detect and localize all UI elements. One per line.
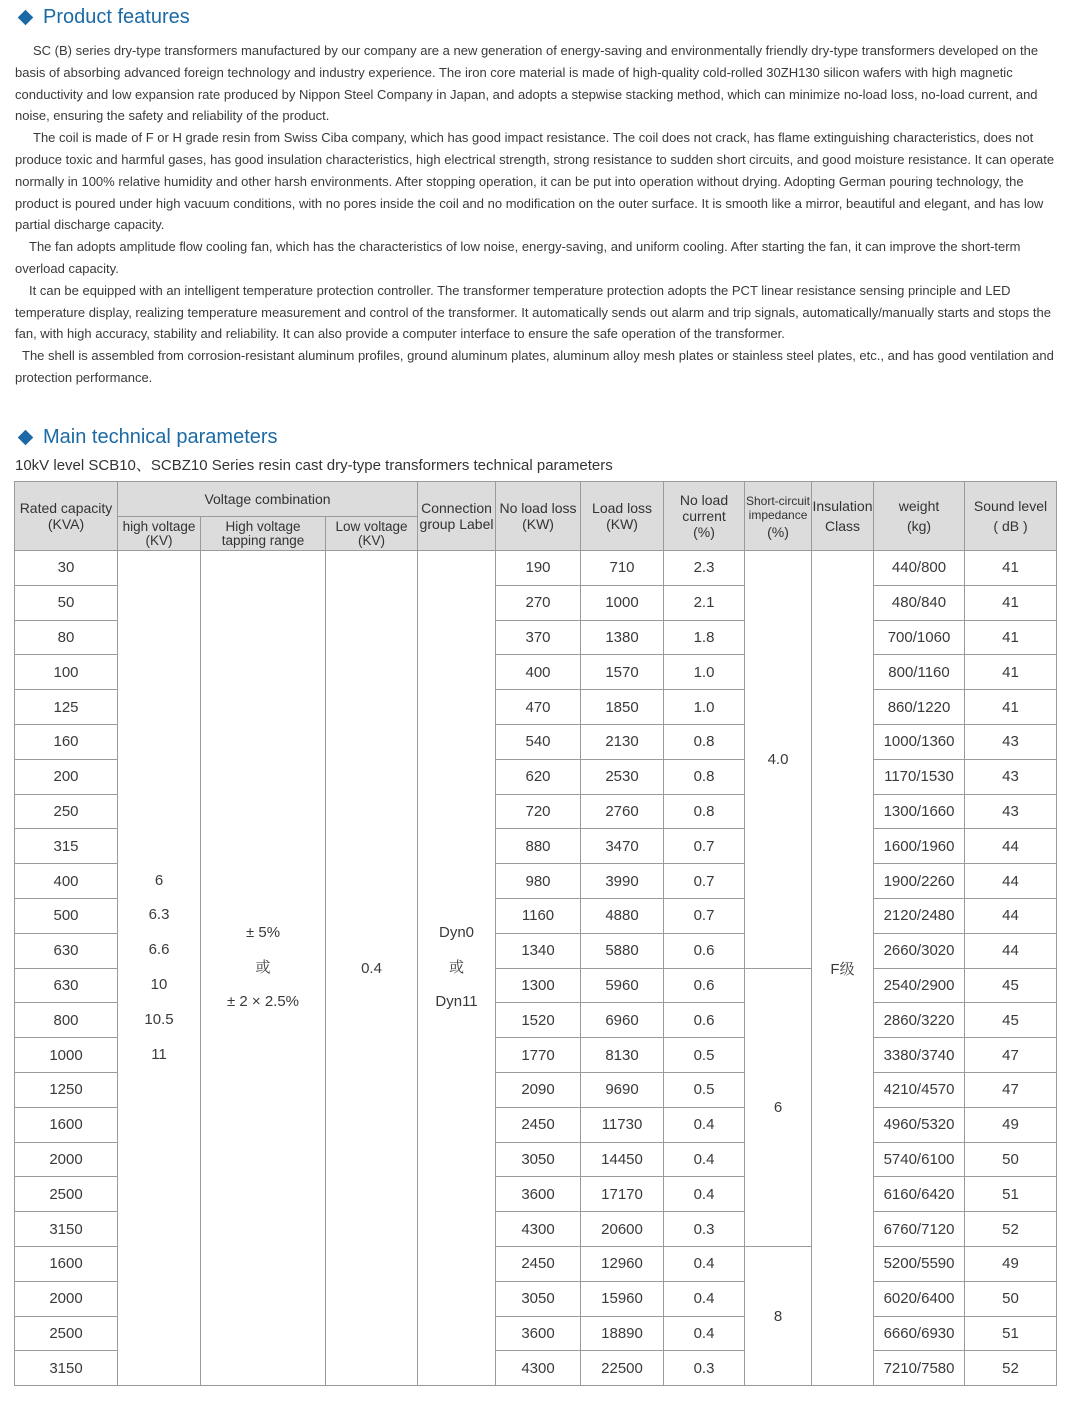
cell-capacity: 100 — [15, 655, 118, 690]
technical-parameters-table — [14, 481, 1057, 1386]
cell-tapping-range-value: ± 2 × 2.5% — [226, 993, 300, 1011]
cell-no-load-current: 0.8 — [664, 794, 745, 829]
header-voltage-combination: Voltage combination — [118, 482, 418, 517]
cell-no-load-current: 2.3 — [664, 551, 745, 586]
header-connection-group — [418, 482, 496, 551]
cell-capacity: 1250 — [15, 1072, 118, 1107]
feature-paragraph: The coil is made of F or H grade resin from Swiss Ciba company, which has good impact resistance. The coil does not crack, has flame extinguishing characteristics, does not produce toxic and harmful gases, has good insulation characteristics, high electrical strength, strong resistance to sudden short circuits, and good moisture resistance. It can operate normally in 100% relative humidity and other harsh environments. After stopping operation, it can be put into operation without drying. Adopting German pouring technology, the product is poured under high vacuum conditions, with no pores inside the coil and no modification on the outer surface. It is smooth like a mirror, beautiful and elegant, and has low partial discharge capacity. — [15, 130, 1055, 233]
header-load-loss — [581, 482, 664, 551]
header-impedance — [745, 482, 812, 551]
header-rated-capacity — [15, 482, 118, 551]
cell-load-loss: 4880 — [581, 898, 664, 933]
cell-weight: 5740/6100 — [874, 1142, 965, 1177]
cell-load-loss: 8130 — [581, 1038, 664, 1073]
header-label: group Label — [419, 516, 494, 532]
cell-load-loss: 11730 — [581, 1107, 664, 1142]
cell-no-load-current: 1.8 — [664, 620, 745, 655]
cell-high-voltage-value: 10.5 — [144, 1010, 174, 1028]
cell-tapping-range-value: 或 — [255, 958, 271, 976]
cell-capacity: 200 — [15, 759, 118, 794]
header-sound-level — [965, 482, 1057, 551]
cell-no-load-loss: 540 — [496, 724, 581, 759]
cell-sound-level: 44 — [965, 933, 1057, 968]
section-title: Product features — [43, 6, 190, 28]
cell-capacity: 1600 — [15, 1246, 118, 1281]
cell-sound-level: 47 — [965, 1038, 1057, 1073]
cell-load-loss: 15960 — [581, 1281, 664, 1316]
cell-load-loss: 5880 — [581, 933, 664, 968]
cell-sound-level: 47 — [965, 1072, 1057, 1107]
cell-no-load-current: 0.7 — [664, 829, 745, 864]
cell-load-loss: 3470 — [581, 829, 664, 864]
cell-no-load-loss: 3050 — [496, 1142, 581, 1177]
header-hv-tapping-range — [201, 517, 326, 551]
cell-no-load-loss: 4300 — [496, 1212, 581, 1247]
cell-sound-level: 51 — [965, 1316, 1057, 1351]
cell-low-voltage: 0.4 — [326, 551, 418, 1386]
cell-weight: 1000/1360 — [874, 724, 965, 759]
cell-load-loss: 20600 — [581, 1212, 664, 1247]
cell-weight: 700/1060 — [874, 620, 965, 655]
cell-capacity: 400 — [15, 864, 118, 899]
header-unit: (kg) — [906, 518, 932, 534]
cell-weight: 6760/7120 — [874, 1212, 965, 1247]
cell-no-load-loss: 190 — [496, 551, 581, 586]
cell-sound-level: 41 — [965, 655, 1057, 690]
cell-sound-level: 49 — [965, 1246, 1057, 1281]
cell-impedance: 8 — [745, 1246, 812, 1385]
cell-sound-level: 50 — [965, 1281, 1057, 1316]
cell-capacity: 1600 — [15, 1107, 118, 1142]
cell-no-load-loss: 1160 — [496, 898, 581, 933]
cell-high-voltage-value: 6.3 — [148, 906, 170, 924]
header-label: impedance — [748, 507, 808, 522]
cell-sound-level: 44 — [965, 898, 1057, 933]
cell-capacity: 2000 — [15, 1142, 118, 1177]
cell-weight: 7210/7580 — [874, 1351, 965, 1386]
header-label: weight — [898, 498, 940, 514]
cell-no-load-current: 0.8 — [664, 724, 745, 759]
cell-weight: 800/1160 — [874, 655, 965, 690]
cell-sound-level: 50 — [965, 1142, 1057, 1177]
cell-capacity: 2500 — [15, 1316, 118, 1351]
cell-capacity: 3150 — [15, 1351, 118, 1386]
cell-weight: 4960/5320 — [874, 1107, 965, 1142]
cell-weight: 3380/3740 — [874, 1038, 965, 1073]
cell-no-load-current: 0.7 — [664, 864, 745, 899]
header-unit: (KW) — [522, 516, 554, 532]
cell-no-load-current: 0.4 — [664, 1246, 745, 1281]
cell-load-loss: 1000 — [581, 585, 664, 620]
cell-sound-level: 41 — [965, 585, 1057, 620]
cell-weight: 1600/1960 — [874, 829, 965, 864]
cell-connection-group-value: Dyn11 — [435, 993, 478, 1011]
cell-no-load-loss: 880 — [496, 829, 581, 864]
cell-no-load-loss: 620 — [496, 759, 581, 794]
cell-load-loss: 22500 — [581, 1351, 664, 1386]
cell-load-loss: 18890 — [581, 1316, 664, 1351]
technical-parameters-heading — [18, 426, 278, 448]
cell-no-load-current: 1.0 — [664, 690, 745, 725]
cell-sound-level: 45 — [965, 968, 1057, 1003]
diamond-bullet-icon — [18, 429, 34, 445]
cell-high-voltage-value: 6.6 — [148, 941, 170, 959]
feature-paragraph: SC (B) series dry-type transformers manufactured by our company are a new generation of energy-saving and environmentally friendly dry-type transformers developed on the basis of absorbing advanced foreign technology and industry experience. The iron core material is made of high-quality cold-rolled 30ZH130 silicon wafers with high magnetic conductivity and low expansion rate produced by Nippon Steel Company in Japan, and adopts a stepwise stacking method, which can minimize no-load loss, no-load current, and noise, ensuring the safety and reliability of the product. — [15, 43, 1039, 124]
cell-no-load-current: 0.4 — [664, 1107, 745, 1142]
header-unit: (%) — [767, 523, 789, 540]
cell-sound-level: 51 — [965, 1177, 1057, 1212]
cell-load-loss: 2530 — [581, 759, 664, 794]
cell-no-load-current: 1.0 — [664, 655, 745, 690]
cell-load-loss: 14450 — [581, 1142, 664, 1177]
cell-no-load-loss: 3600 — [496, 1177, 581, 1212]
header-low-voltage — [326, 517, 418, 551]
cell-no-load-loss: 470 — [496, 690, 581, 725]
cell-no-load-loss: 1770 — [496, 1038, 581, 1073]
cell-no-load-loss: 4300 — [496, 1351, 581, 1386]
cell-no-load-current: 2.1 — [664, 585, 745, 620]
cell-load-loss: 17170 — [581, 1177, 664, 1212]
cell-sound-level: 41 — [965, 551, 1057, 586]
cell-weight: 6160/6420 — [874, 1177, 965, 1212]
cell-no-load-loss: 400 — [496, 655, 581, 690]
cell-sound-level: 43 — [965, 759, 1057, 794]
cell-no-load-loss: 3050 — [496, 1281, 581, 1316]
cell-no-load-current: 0.4 — [664, 1142, 745, 1177]
cell-no-load-loss: 980 — [496, 864, 581, 899]
cell-load-loss: 9690 — [581, 1072, 664, 1107]
header-label: Connection — [421, 500, 492, 516]
cell-weight: 1900/2260 — [874, 864, 965, 899]
header-label: Low voltage — [335, 518, 408, 534]
cell-load-loss: 1850 — [581, 690, 664, 725]
cell-capacity: 50 — [15, 585, 118, 620]
cell-weight: 5200/5590 — [874, 1246, 965, 1281]
cell-load-loss: 5960 — [581, 968, 664, 1003]
cell-capacity: 630 — [15, 968, 118, 1003]
cell-capacity: 80 — [15, 620, 118, 655]
cell-weight: 860/1220 — [874, 690, 965, 725]
cell-weight: 6660/6930 — [874, 1316, 965, 1351]
cell-sound-level: 43 — [965, 794, 1057, 829]
cell-capacity: 125 — [15, 690, 118, 725]
table-caption: 10kV level SCB10、SCBZ10 Series resin cast dry-type transformers technical parameters — [15, 457, 613, 474]
section-title: Main technical parameters — [43, 426, 278, 448]
header-label: current — [682, 508, 726, 524]
cell-weight: 1300/1660 — [874, 794, 965, 829]
feature-paragraph: The shell is assembled from corrosion-resistant aluminum profiles, ground aluminum plates, aluminum alloy mesh plates or stainless steel plates, etc., and has good ventilation and protection performance. — [15, 348, 1054, 385]
cell-capacity: 2000 — [15, 1281, 118, 1316]
cell-weight: 4210/4570 — [874, 1072, 965, 1107]
cell-weight: 480/840 — [874, 585, 965, 620]
header-label: Sound level — [973, 498, 1048, 514]
product-features-heading — [18, 6, 190, 28]
cell-capacity: 800 — [15, 1003, 118, 1038]
cell-no-load-current: 0.3 — [664, 1351, 745, 1386]
header-high-voltage — [118, 517, 201, 551]
cell-capacity: 30 — [15, 551, 118, 586]
cell-no-load-loss: 1520 — [496, 1003, 581, 1038]
cell-no-load-loss: 2450 — [496, 1107, 581, 1142]
feature-paragraph: It can be equipped with an intelligent temperature protection controller. The transformer temperature protection adopts the PCT linear resistance sensing principle and LED temperature display, realizing temperature measurement and control of the transformer. It automatically sends out alarm and trip signals, automatically/manually starts and stops the fan, with high accuracy, stability and reliability. It can also provide a computer interface to ensure the safe operation of the transformer. — [15, 282, 1051, 342]
header-no-load-loss — [496, 482, 581, 551]
cell-connection-group-value: 或 — [449, 958, 465, 976]
cell-high-voltage-value: 11 — [151, 1045, 167, 1063]
cell-capacity: 250 — [15, 794, 118, 829]
header-label: Rated capacity — [19, 500, 113, 516]
cell-weight: 2120/2480 — [874, 898, 965, 933]
cell-no-load-current: 0.5 — [664, 1038, 745, 1073]
cell-tapping-range — [201, 551, 326, 1386]
header-label: No load — [679, 492, 729, 508]
cell-no-load-current: 0.8 — [664, 759, 745, 794]
header-label: Class — [825, 518, 861, 534]
cell-no-load-loss: 720 — [496, 794, 581, 829]
cell-sound-level: 44 — [965, 864, 1057, 899]
cell-capacity: 315 — [15, 829, 118, 864]
cell-sound-level: 41 — [965, 620, 1057, 655]
cell-no-load-current: 0.6 — [664, 968, 745, 1003]
header-label: Short-circuit — [746, 493, 811, 508]
cell-capacity: 3150 — [15, 1212, 118, 1247]
cell-no-load-current: 0.7 — [664, 898, 745, 933]
cell-weight: 2660/3020 — [874, 933, 965, 968]
cell-high-voltage-value: 6 — [154, 871, 164, 889]
header-unit: (KV) — [358, 532, 385, 548]
table-row — [15, 551, 1057, 586]
cell-sound-level: 52 — [965, 1351, 1057, 1386]
cell-sound-level: 45 — [965, 1003, 1057, 1038]
cell-no-load-current: 0.4 — [664, 1281, 745, 1316]
cell-sound-level: 44 — [965, 829, 1057, 864]
cell-sound-level: 41 — [965, 690, 1057, 725]
cell-load-loss: 710 — [581, 551, 664, 586]
header-label: No load loss — [499, 500, 577, 516]
cell-insulation-class: F级 — [812, 551, 874, 1386]
cell-impedance: 4.0 — [745, 551, 812, 969]
cell-impedance: 6 — [745, 968, 812, 1246]
cell-no-load-loss: 2450 — [496, 1246, 581, 1281]
cell-no-load-current: 0.4 — [664, 1316, 745, 1351]
cell-no-load-loss: 1300 — [496, 968, 581, 1003]
cell-no-load-current: 0.6 — [664, 1003, 745, 1038]
cell-no-load-current: 0.6 — [664, 933, 745, 968]
cell-no-load-current: 0.4 — [664, 1177, 745, 1212]
cell-load-loss: 1570 — [581, 655, 664, 690]
header-label: Load loss — [592, 500, 652, 516]
cell-high-voltage-value: 10 — [150, 976, 168, 994]
header-label: high voltage — [122, 518, 196, 534]
header-unit: (KVA) — [47, 516, 85, 532]
cell-connection-group-value: Dyn0 — [439, 923, 475, 941]
header-insulation-class — [812, 482, 874, 551]
header-unit: (%) — [693, 524, 715, 540]
header-no-load-current — [664, 482, 745, 551]
header-unit: (KW) — [606, 516, 638, 532]
header-label: tapping range — [221, 532, 305, 548]
cell-sound-level: 52 — [965, 1212, 1057, 1247]
header-label: High voltage — [225, 518, 301, 534]
cell-capacity: 2500 — [15, 1177, 118, 1212]
header-unit: ( dB ) — [993, 518, 1028, 534]
cell-weight: 2860/3220 — [874, 1003, 965, 1038]
cell-load-loss: 3990 — [581, 864, 664, 899]
diamond-bullet-icon — [18, 9, 34, 25]
cell-weight: 440/800 — [874, 551, 965, 586]
cell-load-loss: 2130 — [581, 724, 664, 759]
cell-capacity: 160 — [15, 724, 118, 759]
cell-capacity: 500 — [15, 898, 118, 933]
cell-load-loss: 2760 — [581, 794, 664, 829]
cell-no-load-loss: 270 — [496, 585, 581, 620]
header-label: Insulation — [812, 498, 873, 514]
product-features-text — [15, 40, 1057, 389]
cell-tapping-range-value: ± 5% — [245, 923, 281, 941]
table-body — [15, 551, 1057, 1386]
cell-connection-group — [418, 551, 496, 1386]
cell-no-load-current: 0.5 — [664, 1072, 745, 1107]
feature-paragraph: The fan adopts amplitude flow cooling fan, which has the characteristics of low noise, energy-saving, and uniform cooling. After starting the fan, it can improve the short-term overload capacity. — [15, 239, 1021, 276]
cell-no-load-loss: 1340 — [496, 933, 581, 968]
cell-capacity: 1000 — [15, 1038, 118, 1073]
header-unit: (KV) — [145, 532, 173, 548]
header-weight — [874, 482, 965, 551]
cell-high-voltage — [118, 551, 201, 1386]
cell-no-load-loss: 2090 — [496, 1072, 581, 1107]
cell-no-load-loss: 370 — [496, 620, 581, 655]
cell-load-loss: 12960 — [581, 1246, 664, 1281]
cell-no-load-loss: 3600 — [496, 1316, 581, 1351]
cell-weight: 1170/1530 — [874, 759, 965, 794]
cell-sound-level: 43 — [965, 724, 1057, 759]
cell-load-loss: 1380 — [581, 620, 664, 655]
cell-load-loss: 6960 — [581, 1003, 664, 1038]
cell-weight: 6020/6400 — [874, 1281, 965, 1316]
cell-weight: 2540/2900 — [874, 968, 965, 1003]
cell-sound-level: 49 — [965, 1107, 1057, 1142]
cell-capacity: 630 — [15, 933, 118, 968]
cell-no-load-current: 0.3 — [664, 1212, 745, 1247]
